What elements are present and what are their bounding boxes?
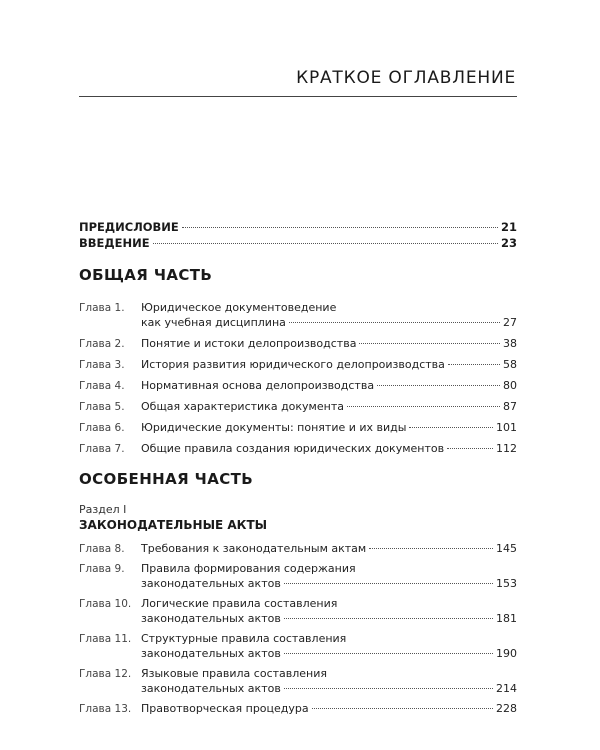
dot-leader (347, 406, 500, 407)
toc-page-number: 38 (503, 337, 517, 350)
toc-entry-text-line1: Юридическое документоведение (141, 301, 337, 314)
toc-page-number: 112 (496, 442, 517, 455)
toc-entry-text: Юридические документы: понятие и их виды (141, 421, 407, 434)
chapter-label: Глава 7. (79, 443, 125, 455)
dot-leader (284, 583, 493, 584)
toc-page-number: 153 (496, 577, 517, 590)
dot-leader (182, 227, 498, 228)
chapter-label: Глава 5. (79, 401, 125, 413)
toc-page-number: 181 (496, 612, 517, 625)
toc-entry-text-line1: Языковые правила составления (141, 667, 328, 680)
toc-entry-chapter-7[interactable] (79, 442, 517, 456)
toc-page-number: 228 (496, 702, 517, 715)
dot-leader (153, 243, 498, 244)
dot-leader (312, 708, 493, 709)
toc-entry-chapter-3[interactable] (79, 358, 517, 372)
toc-entry-text: ВВЕДЕНИЕ (79, 236, 150, 250)
toc-entry-chapter-5[interactable] (79, 400, 517, 414)
toc-entry-text: законодательных актов (141, 682, 281, 695)
toc-entry-preface[interactable] (79, 221, 517, 234)
dot-leader (447, 448, 493, 449)
toc-page-number: 80 (503, 379, 517, 392)
toc-entry-chapter-4[interactable] (79, 379, 517, 393)
dot-leader (369, 548, 493, 549)
dot-leader (284, 653, 493, 654)
chapter-label: Глава 10. (79, 598, 132, 610)
toc-page-number: 190 (496, 647, 517, 660)
toc-page-number: 145 (496, 542, 517, 555)
chapter-label: Глава 3. (79, 359, 125, 371)
chapter-label: Глава 9. (79, 563, 125, 575)
chapter-label: Глава 8. (79, 543, 125, 555)
toc-entry-chapter-6[interactable] (79, 421, 517, 435)
chapter-label: Глава 1. (79, 302, 125, 314)
toc-entry-text: законодательных актов (141, 577, 281, 590)
toc-page-number: 214 (496, 682, 517, 695)
dot-leader (448, 364, 500, 365)
toc-page-number: 101 (496, 421, 517, 434)
toc-entry-text: законодательных актов (141, 612, 281, 625)
toc-page-number: 27 (503, 316, 517, 329)
dot-leader (284, 618, 493, 619)
dot-leader (409, 427, 493, 428)
toc-entry-text: История развития юридического делопроизводства (141, 358, 445, 371)
toc-entry-text: законодательных актов (141, 647, 281, 660)
chapter-label: Глава 11. (79, 633, 132, 645)
toc-entry-text: ПРЕДИСЛОВИЕ (79, 220, 179, 234)
toc-entry-text: Нормативная основа делопроизводства (141, 379, 375, 392)
section-heading-general: ОБЩАЯ ЧАСТЬ (79, 266, 213, 284)
dot-leader (359, 343, 500, 344)
toc-entry-chapter-13[interactable] (79, 702, 517, 716)
toc-entry-text-line1: Правила формирования содержания (141, 562, 356, 575)
toc-entry-text: Общая характеристика документа (141, 400, 344, 413)
page-title: КРАТКОЕ ОГЛАВЛЕНИЕ (296, 68, 516, 88)
toc-entry-chapter-8[interactable] (79, 542, 517, 556)
chapter-label: Глава 12. (79, 668, 132, 680)
chapter-label: Глава 13. (79, 703, 132, 715)
toc-entry-introduction[interactable] (79, 237, 517, 250)
chapter-label: Глава 6. (79, 422, 125, 434)
dot-leader (377, 385, 500, 386)
toc-entry-chapter-2[interactable] (79, 337, 517, 351)
toc-entry-text: Правотворческая процедура (141, 702, 309, 715)
toc-page-number: 58 (503, 358, 517, 371)
dot-leader (284, 688, 493, 689)
toc-entry-text: Общие правила создания юридических документов (141, 442, 445, 455)
section-heading-special: ОСОБЕННАЯ ЧАСТЬ (79, 470, 254, 488)
toc-entry-text-line1: Логические правила составления (141, 597, 338, 610)
chapter-label: Глава 2. (79, 338, 125, 350)
title-divider (79, 96, 517, 97)
toc-page-number: 87 (503, 400, 517, 413)
toc-entry-text-line1: Структурные правила составления (141, 632, 347, 645)
chapter-label: Глава 4. (79, 380, 125, 392)
toc-page-number: 23 (500, 236, 517, 250)
subsection-label: Раздел I (79, 503, 127, 516)
subsection-title: ЗАКОНОДАТЕЛЬНЫЕ АКТЫ (79, 518, 268, 532)
dot-leader (289, 322, 500, 323)
toc-entry-text: как учебная дисциплина (141, 316, 286, 329)
toc-page-number: 21 (500, 220, 517, 234)
toc-entry-text: Требования к законодательным актам (141, 542, 367, 555)
toc-entry-text: Понятие и истоки делопроизводства (141, 337, 357, 350)
